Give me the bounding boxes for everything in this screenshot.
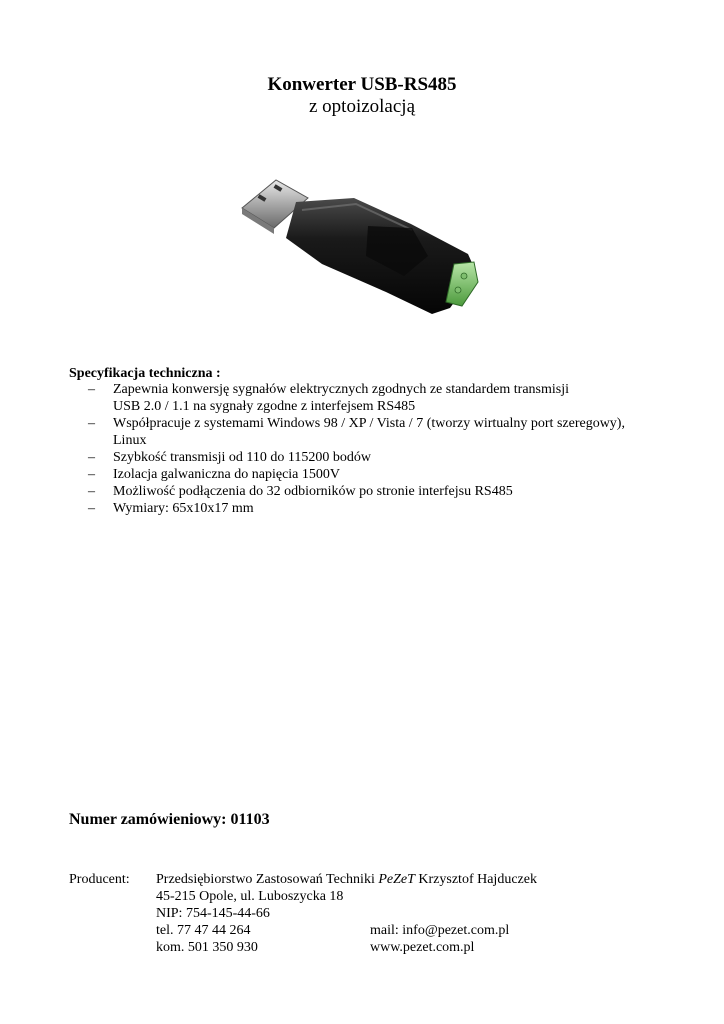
list-item: – Zapewnia konwersję sygnałów elektrycznych zgodnych ze standardem transmisji USB 2.0 / 1.1 na sygnały zgodne z interfejsem RS485 [88,382,570,414]
producer-email: mail: info@pezet.com.pl [370,923,510,938]
list-item: – Współpracuje z systemami Windows 98 / XP / Vista / 7 (tworzy wirtualny port szeregowy), Linux [88,416,625,448]
order-number: Numer zamówieniowy: 01103 [69,811,270,828]
bullet-dash: – [88,416,95,431]
producer-website: www.pezet.com.pl [370,940,475,955]
bullet-dash: – [88,382,95,397]
brand-name: PeZeT [378,872,415,887]
list-item: – Izolacja galwaniczna do napięcia 1500V [88,467,341,482]
list-item: – Szybkość transmisji od 110 do 115200 bodów [88,450,371,465]
document-subtitle: z optoizolacją [308,96,416,117]
usb-rs485-converter-photo [236,172,486,320]
bullet-dash: – [88,450,95,465]
bullet-dash: – [88,467,95,482]
bullet-dash: – [88,484,95,499]
bullet-dash: – [88,501,95,516]
producer-nip: NIP: 754-145-44-66 [156,906,270,921]
document-title: Konwerter USB-RS485 [267,74,457,95]
producer-address: 45-215 Opole, ul. Luboszycka 18 [156,889,344,904]
producer-label: Producent: [69,872,130,887]
producer-phone: tel. 77 47 44 264 [156,923,251,938]
list-item: – Wymiary: 65x10x17 mm [88,501,254,516]
list-item: – Możliwość podłączenia do 32 odbiorników po stronie interfejsu RS485 [88,484,513,499]
producer-name: Przedsiębiorstwo Zastosowań Techniki PeZeT Krzysztof Hajduczek [156,872,537,887]
spec-list [69,381,709,517]
spec-heading: Specyfikacja techniczna : [69,366,221,381]
producer-mobile: kom. 501 350 930 [156,940,258,955]
